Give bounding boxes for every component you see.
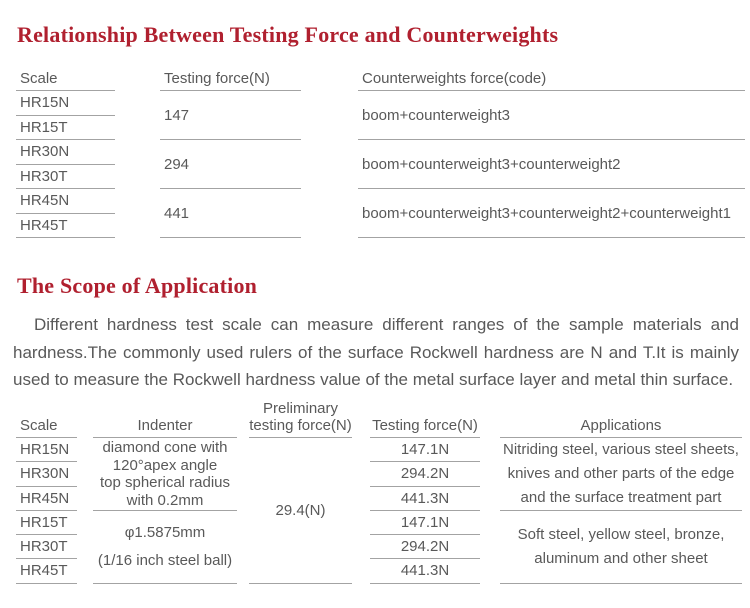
t1-scale-cell: HR15N — [16, 91, 115, 116]
t2-preliminary-header-line1: Preliminary — [262, 400, 338, 417]
t2-preliminary-header — [249, 400, 352, 438]
t2-preliminary-force-cell: 29.4(N) — [249, 438, 352, 584]
t2-testing-force-column — [370, 400, 480, 584]
t2-indenter-ball-line: (1/16 inch steel ball) — [97, 551, 233, 569]
t2-applications-line: knives and other parts of the edge — [507, 464, 735, 482]
t1-counterweights-cell: boom+counterweight3 — [358, 91, 745, 140]
t2-scale-cell: HR45N — [16, 487, 77, 511]
t2-preliminary-header-line2: testing force(N) — [249, 417, 352, 434]
t1-counterweights-header: Counterweights force(code) — [358, 70, 745, 91]
t1-testing-force-cell: 294 — [160, 140, 301, 189]
t2-applications-cell-t — [500, 511, 742, 584]
t1-scale-cell: HR30T — [16, 165, 115, 190]
t2-testing-force-header: Testing force(N) — [370, 400, 480, 438]
t1-counterweights-column — [358, 70, 745, 238]
t2-indenter-ball-cell — [93, 511, 237, 584]
t1-scale-column — [16, 70, 115, 238]
t2-scale-cell: HR45T — [16, 559, 77, 583]
t2-scale-column — [16, 400, 77, 584]
t2-indenter-cone-cell — [93, 438, 237, 511]
t2-scale-header: Scale — [16, 400, 77, 438]
t2-scale-cell: HR15T — [16, 511, 77, 535]
t2-applications-line: aluminum and other sheet — [534, 549, 708, 567]
t2-indenter-column — [93, 400, 237, 584]
t1-counterweights-cell: boom+counterweight3+counterweight2+counterweight1 — [358, 189, 745, 238]
t2-indenter-cone-line: diamond cone with — [102, 439, 228, 457]
t2-testing-force-cell: 294.2N — [370, 462, 480, 486]
t2-testing-force-cell: 147.1N — [370, 438, 480, 462]
t1-scale-cell: HR45T — [16, 214, 115, 239]
t2-scale-cell: HR30T — [16, 535, 77, 559]
t2-testing-force-cell: 441.3N — [370, 559, 480, 583]
scope-paragraph: Different hardness test scale can measure different ranges of the sample materials and hardness.The commonly used rulers of the surface Rockwell hardness are N and T.It is mainly used to measure the Rockwell hardness value of the metal surface layer and metal thin surface. — [13, 315, 739, 389]
t1-testing-force-column — [160, 70, 301, 238]
t1-scale-cell: HR15T — [16, 116, 115, 141]
t1-scale-cell: HR30N — [16, 140, 115, 165]
t1-scale-header: Scale — [16, 70, 115, 91]
t2-applications-cell-n — [500, 438, 742, 511]
t2-applications-line: and the surface treatment part — [520, 488, 722, 506]
t2-scale-cell: HR30N — [16, 462, 77, 486]
t2-indenter-cone-line: with 0.2mm — [126, 491, 204, 509]
t2-applications-header: Applications — [500, 400, 742, 438]
t2-indenter-header: Indenter — [93, 400, 237, 438]
t1-testing-force-cell: 441 — [160, 189, 301, 238]
t2-scale-cell: HR15N — [16, 438, 77, 462]
t2-indenter-cone-line: top spherical radius — [99, 474, 231, 492]
section1-title: Relationship Between Testing Force and Counterweights — [17, 22, 559, 47]
t2-preliminary-column — [249, 400, 352, 584]
t1-scale-cell: HR45N — [16, 189, 115, 214]
t2-applications-column — [500, 400, 742, 584]
t2-applications-line: Soft steel, yellow steel, bronze, — [517, 525, 725, 543]
t2-indenter-cone-line: 120°apex angle — [112, 456, 218, 474]
t2-applications-line: Nitriding steel, various steel sheets, — [503, 440, 739, 458]
t1-counterweights-cell: boom+counterweight3+counterweight2 — [358, 140, 745, 189]
section2-title: The Scope of Application — [17, 273, 258, 298]
t2-indenter-ball-line: φ1.5875mm — [124, 523, 206, 541]
t2-testing-force-cell: 294.2N — [370, 535, 480, 559]
t1-testing-force-header: Testing force(N) — [160, 70, 301, 91]
t2-testing-force-cell: 147.1N — [370, 511, 480, 535]
t2-testing-force-cell: 441.3N — [370, 487, 480, 511]
t1-testing-force-cell: 147 — [160, 91, 301, 140]
